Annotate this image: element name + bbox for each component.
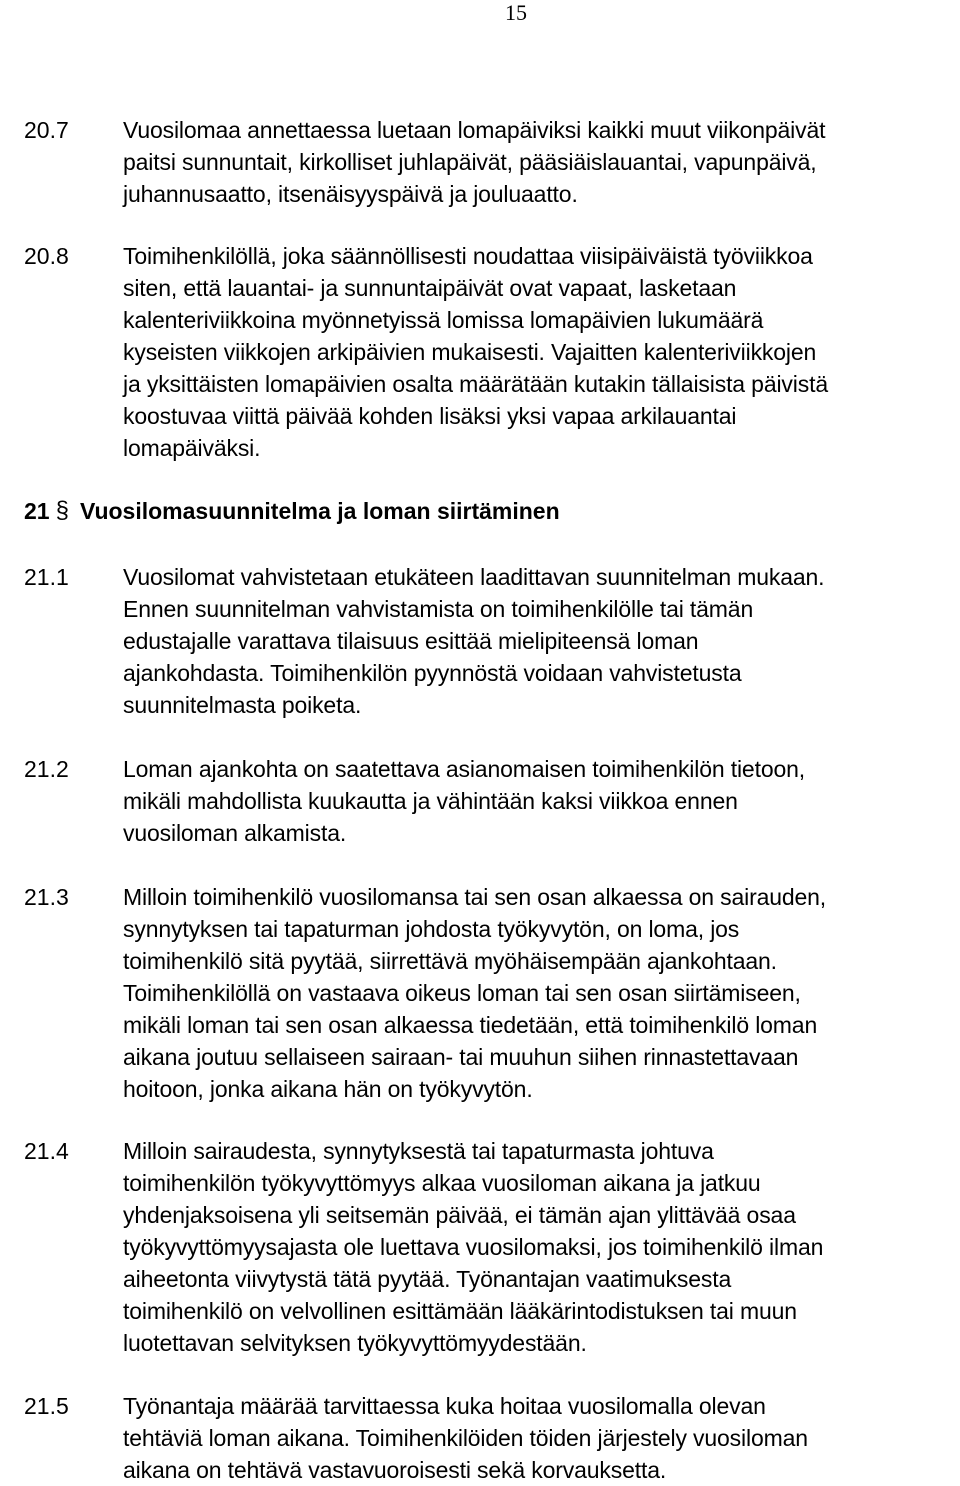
- paragraph-number: 21.3: [24, 884, 69, 910]
- paragraph-number: 21.5: [24, 1393, 69, 1419]
- paragraph-text: Loman ajankohta on saatettava asianomaisen toimihenkilön tietoon, mikäli mahdollista kuukautta ja vähintään kaksi viikkoa ennen vuosiloman alkamista.: [123, 756, 805, 846]
- section-number: 21: [24, 498, 50, 524]
- paragraph-text: Toimihenkilöllä, joka säännöllisesti noudattaa viisipäiväistä työviikkoa siten, että lauantai- ja sunnuntaipäivät ovat vapaat, lasketaan kalenteriviikkoina myönnetyissä lomissa lomapäivien lukumäärä kyseisten viikkojen arkipäivien mukaisesti. Vajaitten kalenteriviikkojen ja yksittäisten lomapäivien osalta määrätään kutakin tällaisista päivistä koostuvaa viittä päivää kohden lisäksi yksi vapaa arkilauantai lomapäiväksi.: [123, 243, 828, 461]
- paragraph-text: Vuosilomat vahvistetaan etukäteen laadittavan suunnitelman mukaan. Ennen suunnitelman vahvistamista on toimihenkilölle tai tämän edustajalle varattava tilaisuus esittää mielipiteensä loman ajankohdasta. Toimihenkilön pyynnöstä voidaan vahvistetusta suunnitelmasta poiketa.: [123, 564, 825, 718]
- paragraph-number: 20.8: [24, 243, 69, 269]
- paragraph-text: Vuosilomaa annettaessa luetaan lomapäiviksi kaikki muut viikonpäivät paitsi sunnuntait, kirkolliset juhlapäivät, pääsiäislauantai, vapunpäivä, juhannusaatto, itsenäisyyspäivä ja jouluaatto.: [123, 117, 826, 207]
- paragraph-number: 21.1: [24, 564, 69, 590]
- page-number: 15: [505, 0, 527, 25]
- paragraph-number: 20.7: [24, 117, 69, 143]
- paragraph-number: 21.4: [24, 1138, 69, 1164]
- paragraph-number: 21.2: [24, 756, 69, 782]
- section-title: Vuosilomasuunnitelma ja loman siirtäminen: [79, 498, 560, 524]
- section-heading: [24, 495, 560, 527]
- paragraph-text: Milloin sairaudesta, synnytyksestä tai tapaturmasta johtuva toimihenkilön työkyvyttömyys alkaa vuosiloman aikana ja jatkuu yhdenjaksoisena yli seitsemän päivää, ei tämän ajan ylittävää osaa työkyvyttömyysajasta ole luettava vuosilomaksi, jos toimihenkilö ilman aiheetonta viivytystä tätä pyytää. Työnantajan vaatimuksesta toimihenkilö on velvollinen esittämään lääkärintodistuksen tai muun luotettavan selvityksen työkyvyttömyydestään.: [123, 1138, 824, 1356]
- section-sign: §: [55, 497, 69, 524]
- paragraph-text: Työnantaja määrää tarvittaessa kuka hoitaa vuosilomalla olevan tehtäviä loman aikana. Toimihenkilöiden töiden järjestely vuosiloman aikana on tehtävä vastavuoroisesti sekä korvauksetta.: [123, 1393, 808, 1483]
- paragraph-text: Milloin toimihenkilö vuosilomansa tai sen osan alkaessa on sairauden, synnytyksen tai tapaturman johdosta työkyvytön, on loma, jos toimihenkilö sitä pyytää, siirrettävä myöhäisempään ajankohtaan. Toimihenkilöllä on vastaava oikeus loman tai sen osan siirtämiseen, mikäli loman tai sen osan alkaessa tiedetään, että toimihenkilö loman aikana joutuu sellaiseen sairaan- tai muuhun siihen rinnastettavaan hoitoon, jonka aikana hän on työkyvytön.: [123, 884, 827, 1102]
